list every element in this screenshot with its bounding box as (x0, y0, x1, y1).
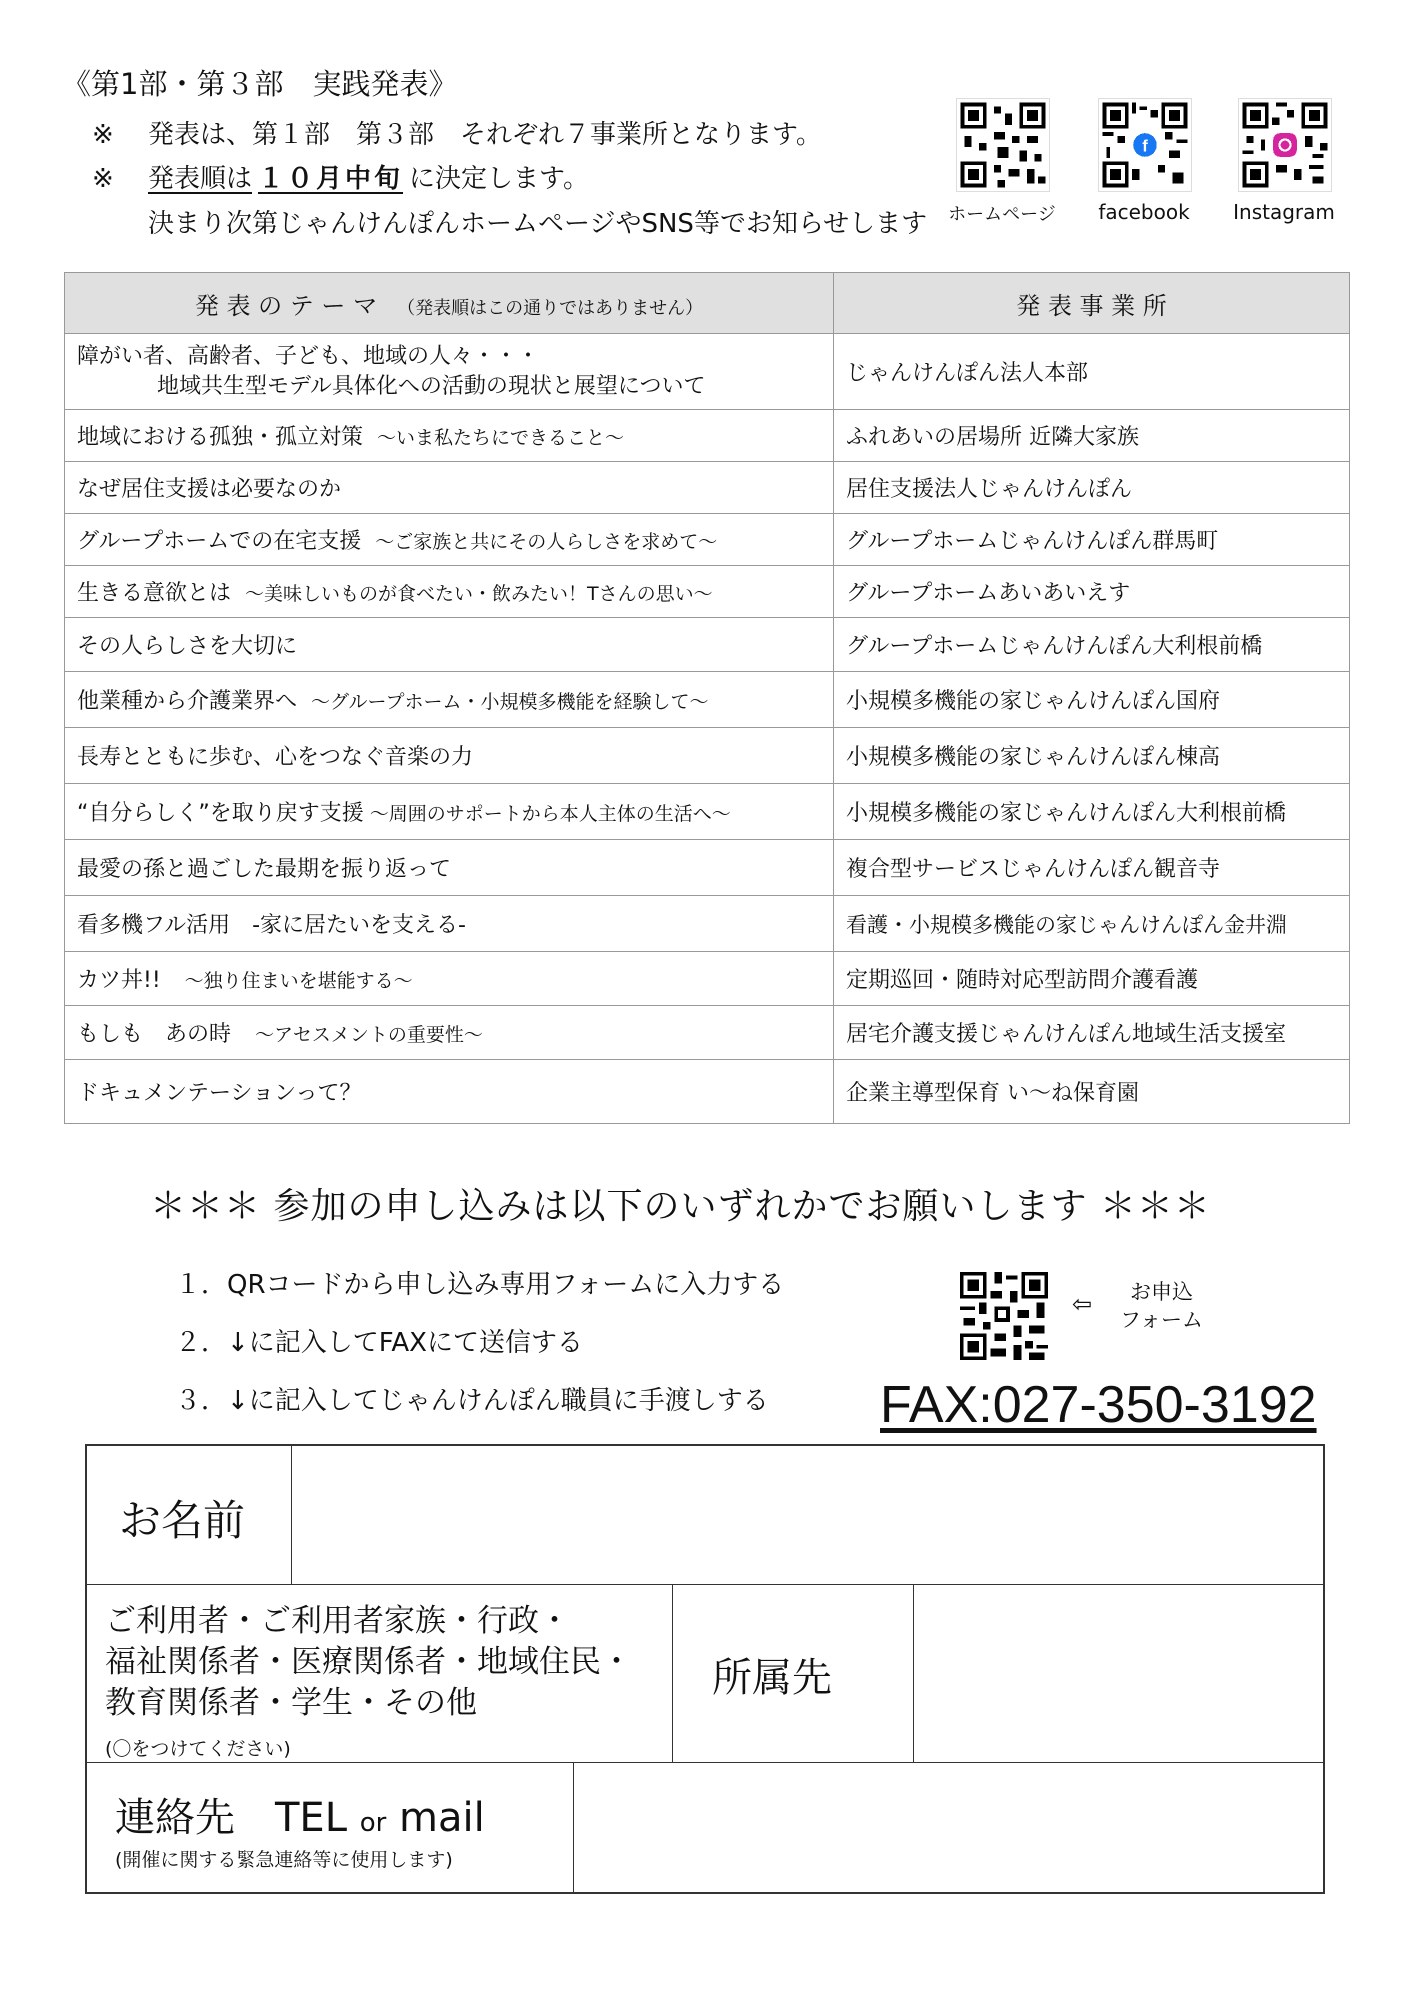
header-place: 発 表 事 業 所 (834, 273, 1350, 334)
theme-text: 長寿とともに歩む、心をつなぐ音楽の力 (77, 745, 474, 770)
qr-code-icon (956, 1268, 1052, 1364)
registration-form (85, 1444, 1325, 1894)
qr-homepage[interactable] (956, 98, 1050, 196)
note-text: 発表は、第１部 第３部 それぞれ７事業所となります。 (148, 120, 822, 150)
contact-mail: mail (399, 1795, 485, 1841)
theme-text: 看多機フル活用 -家に居たいを支える- (77, 913, 466, 938)
category-line1: ご利用者・ご利用者家族・行政・ (105, 1603, 570, 1639)
theme-subtitle: ～グループホーム・小規模多機能を経験して～ (311, 691, 709, 713)
theme-subtitle: ～独り住まいを堪能する～ (184, 970, 413, 992)
table-row (65, 462, 1350, 514)
divider (573, 1762, 574, 1894)
place-cell: じゃんけんぽん法人本部 (834, 334, 1350, 410)
table-row (65, 566, 1350, 618)
place-cell: 複合型サービスじゃんけんぽん観音寺 (834, 840, 1350, 896)
table-row (65, 952, 1350, 1006)
category-note: (〇をつけてください) (105, 1737, 291, 1760)
place-cell: 小規模多機能の家じゃんけんぽん国府 (834, 672, 1350, 728)
place-cell: グループホームじゃんけんぽん群馬町 (834, 514, 1350, 566)
place-cell: 小規模多機能の家じゃんけんぽん棟高 (834, 728, 1350, 784)
theme-text: 他業種から介護業界へ (77, 689, 298, 714)
theme-cell (65, 334, 834, 410)
theme-cell (65, 1060, 834, 1124)
theme-text-2: 地域共生型モデル具体化への活動の現状と展望について (157, 373, 706, 399)
theme-text: 最愛の孫と過ごした最期を振り返って (77, 857, 452, 882)
place-cell: ふれあいの居場所 近隣大家族 (834, 410, 1350, 462)
table-row (65, 784, 1350, 840)
theme-text: その人らしさを大切に (77, 634, 298, 659)
place-cell: グループホームあいあいえす (834, 566, 1350, 618)
contact-label (115, 1786, 485, 1872)
note-mark: ※ (92, 164, 114, 194)
place-cell: 小規模多機能の家じゃんけんぽん大利根前橋 (834, 784, 1350, 840)
table-row (65, 896, 1350, 952)
theme-text: “自分らしく”を取り戻す支援 (77, 801, 364, 826)
affiliation-field[interactable] (915, 1586, 1323, 1760)
theme-text: もしも あの時 (77, 1022, 232, 1047)
theme-text: 生きる意欲とは (77, 581, 232, 606)
facebook-qr-icon (1098, 98, 1192, 192)
place-cell: 看護・小規模多機能の家じゃんけんぽん金井淵 (834, 896, 1350, 952)
name-label: お名前 (119, 1496, 246, 1545)
theme-text: 地域における孤独・孤立対策 (77, 425, 364, 450)
table-row (65, 672, 1350, 728)
header-theme (65, 273, 834, 334)
note-announce: 決まり次第じゃんけんぽんホームページやSNS等でお知らせします (148, 209, 928, 239)
theme-cell (65, 840, 834, 896)
table-row (65, 1006, 1350, 1060)
note-text: に決定します。 (409, 164, 589, 194)
place-cell: 居住支援法人じゃんけんぽん (834, 462, 1350, 514)
divider (672, 1584, 673, 1762)
contact-or: or (359, 1808, 387, 1838)
note-text: 発表順は (148, 164, 253, 194)
table-row (65, 840, 1350, 896)
qr-label-facebook: facebook (1098, 200, 1190, 224)
note-date: １０月中旬 (258, 164, 404, 194)
theme-text: グループホームでの在宅支援 (77, 529, 362, 554)
theme-cell (65, 1006, 834, 1060)
name-field[interactable] (293, 1448, 1323, 1582)
presentation-table (64, 272, 1350, 1124)
theme-text: なぜ居住支援は必要なのか (77, 477, 342, 502)
header-theme-label: 発 表 の テ ー マ (194, 291, 378, 320)
divider (913, 1584, 914, 1762)
category-line2: 福祉関係者・医療関係者・地域住民・ (105, 1644, 632, 1681)
theme-cell (65, 514, 834, 566)
qr-instagram[interactable] (1238, 98, 1332, 196)
theme-subtitle: ～美味しいものが食べたい・飲みたい！Tさんの思い～ (245, 583, 713, 605)
apply-option-fax: ２．↓に記入してFAXにて送信する (175, 1328, 583, 1358)
arrow-left-icon: ⇦ (1072, 1290, 1093, 1318)
theme-cell (65, 896, 834, 952)
table-header-row (65, 273, 1350, 334)
qr-facebook[interactable] (1098, 98, 1192, 196)
affiliation-label: 所属先 (712, 1655, 832, 1701)
svg-text:f: f (1142, 136, 1148, 156)
category-line3: 教育関係者・学生・その他 (105, 1685, 477, 1722)
qr-code-icon (956, 98, 1050, 192)
theme-cell (65, 728, 834, 784)
place-cell: 企業主導型保育 い～ね保育園 (834, 1060, 1350, 1124)
qr-application-form[interactable] (956, 1268, 1052, 1368)
qr-label-instagram: Instagram (1233, 200, 1335, 224)
theme-cell (65, 784, 834, 840)
contact-field[interactable] (575, 1764, 1323, 1892)
theme-text: 障がい者、高齢者、子ども、地域の人々・・・ (77, 343, 540, 369)
note-presenters (92, 114, 822, 151)
theme-text: ドキュメンテーションって？ (77, 1081, 362, 1106)
application-form-label (1120, 1278, 1203, 1335)
theme-text: カツ丼!! (77, 968, 161, 993)
table-row (65, 618, 1350, 672)
fax-number: FAX:027-350-3192 (880, 1376, 1317, 1434)
section-title: 《第1部・第３部 実践発表》 (62, 67, 458, 101)
theme-cell (65, 672, 834, 728)
table-row (65, 728, 1350, 784)
qr-label-homepage: ホームページ (948, 204, 1056, 225)
table-row (65, 334, 1350, 410)
note-order (92, 158, 589, 195)
table-row (65, 1060, 1350, 1124)
table-row (65, 514, 1350, 566)
theme-subtitle: ～いま私たちにできること～ (377, 427, 625, 449)
divider (291, 1446, 292, 1584)
contact-label-text: 連絡先 TEL (115, 1795, 347, 1841)
theme-cell (65, 462, 834, 514)
theme-cell (65, 410, 834, 462)
table-row (65, 410, 1350, 462)
category-options[interactable] (105, 1601, 632, 1766)
place-cell: 居宅介護支援じゃんけんぽん地域生活支援室 (834, 1006, 1350, 1060)
theme-subtitle: ～周囲のサポートから本人主体の生活へ～ (369, 803, 731, 825)
form-label-line1: お申込 (1129, 1280, 1193, 1304)
contact-note: (開催に関する緊急連絡等に使用します) (115, 1849, 453, 1871)
form-label-line2: フォーム (1120, 1308, 1203, 1333)
header-theme-note: （発表順はこの通りではありません） (397, 297, 704, 319)
apply-option-handover: ３．↓に記入してじゃんけんぽん職員に手渡しする (175, 1386, 769, 1416)
note-mark: ※ (92, 120, 114, 150)
theme-cell (65, 952, 834, 1006)
divider (87, 1584, 1323, 1585)
instagram-qr-icon (1238, 98, 1332, 192)
theme-cell (65, 566, 834, 618)
place-cell: 定期巡回・随時対応型訪問介護看護 (834, 952, 1350, 1006)
apply-option-qr: １．QRコードから申し込み専用フォームに入力する (175, 1270, 785, 1300)
theme-cell (65, 618, 834, 672)
theme-subtitle: ～ご家族と共にその人らしさを求めて～ (375, 531, 718, 553)
apply-heading: ＊＊＊ 参加の申し込みは以下のいずれかでお願いします ＊＊＊ (150, 1186, 1211, 1227)
theme-subtitle: ～アセスメントの重要性～ (255, 1024, 483, 1046)
place-cell: グループホームじゃんけんぽん大利根前橋 (834, 618, 1350, 672)
